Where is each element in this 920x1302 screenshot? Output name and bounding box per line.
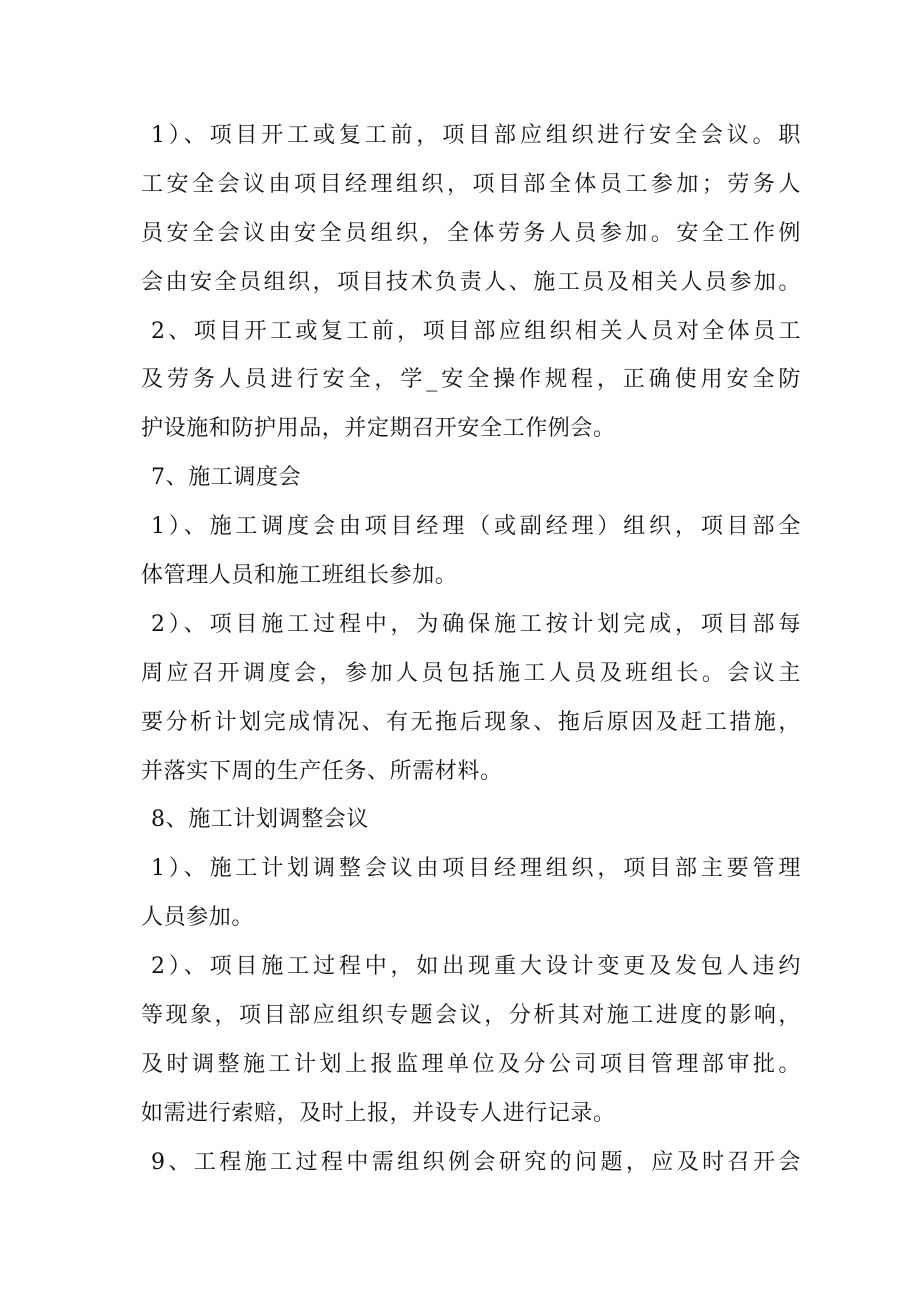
text-line: 如需进行索赔，及时上报，并设专人进行记录。 <box>141 1100 616 1126</box>
text-line: 体管理人员和施工班组长参加。 <box>141 563 458 589</box>
text-line: 8、施工计划调整会议 <box>151 807 369 833</box>
text-line: 工安全会议由项目经理组织，项目部全体员工参加；劳务人 <box>141 171 801 197</box>
text-line: 7、施工调度会 <box>151 465 302 491</box>
text-line: 1）、施工计划调整会议由项目经理组织，项目部主要管理 <box>151 856 801 882</box>
text-line: 2）、项目施工过程中，如出现重大设计变更及发包人违约 <box>151 954 801 980</box>
text-line: 要分析计划完成情况、有无拖后现象、拖后原因及赶工措施， <box>141 709 801 735</box>
text-line: 2、项目开工或复工前，项目部应组织相关人员对全体员工 <box>151 318 801 344</box>
document-body <box>141 112 801 1188</box>
text-line: 员安全会议由安全员组织，全体劳务人员参加。安全工作例 <box>141 220 801 246</box>
text-line: 及劳务人员进行安全，学_安全操作规程，正确使用安全防 <box>141 367 801 393</box>
text-line: 1）、施工调度会由项目经理（或副经理）组织，项目部全 <box>151 514 801 540</box>
text-line: 人员参加。 <box>141 905 255 931</box>
text-line: 并落实下周的生产任务、所需材料。 <box>141 758 503 784</box>
text-line: 等现象，项目部应组织专题会议，分析其对施工进度的影响， <box>141 1003 801 1029</box>
text-line: 及时调整施工计划上报监理单位及分公司项目管理部审批。 <box>141 1051 801 1077</box>
text-line: 1）、项目开工或复工前，项目部应组织进行安全会议。职 <box>151 123 801 148</box>
text-line: 会由安全员组织，项目技术负责人、施工员及相关人员参加。 <box>141 269 801 295</box>
text-line: 周应召开调度会，参加人员包括施工人员及班组长。会议主 <box>141 660 801 686</box>
text-line: 9、工程施工过程中需组织例会研究的问题，应及时召开会 <box>151 1149 801 1175</box>
text-line: 护设施和防护用品，并定期召开安全工作例会。 <box>141 416 616 442</box>
text-line: 2）、项目施工过程中，为确保施工按计划完成，项目部每 <box>151 611 801 637</box>
